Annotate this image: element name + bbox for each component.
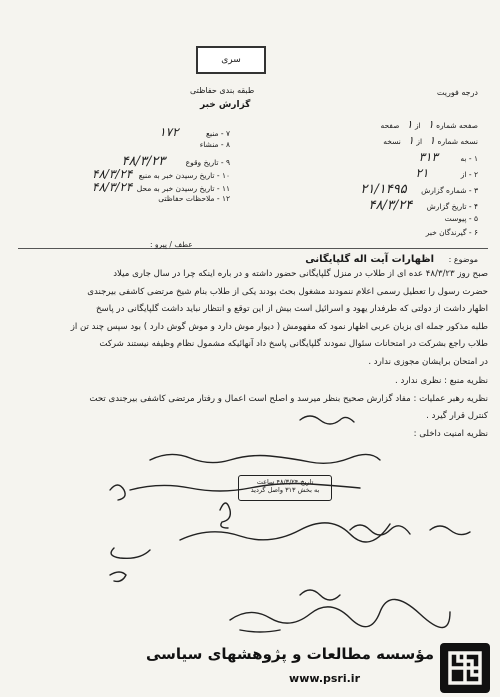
handwritten-annotations: [0, 400, 500, 640]
field-source: ۷ - منبع ۱۷۲: [159, 125, 230, 139]
leader-opinion-continued: کنترل قرار گیرد .: [426, 411, 488, 421]
field-occurrence-date: ۹ - تاریخ وقوع ۴۸/۳/۲۳: [121, 154, 230, 169]
source-opinion: نظریه منبع : نظری ندارد .: [394, 376, 488, 386]
logo-knot-icon: [440, 643, 490, 693]
field-report-number: ۳ - شماره گزارش ۲۱/۱۴۹۵: [360, 182, 478, 197]
protective-classification-label: طبقه بندی حفاظتی: [190, 86, 255, 95]
field-location-received-date: ۱۱ - تاریخ رسیدن خبر به محل ۴۸/۳/۲۴: [92, 180, 230, 194]
body-line: حضرت رسول را تعطیل رسمی اعلام ننمودند مشغول بحث بودند یکی از طلاب بنام شیخ مرتضی کاشفی بیرجندی: [87, 286, 488, 297]
footer-url[interactable]: www.psri.ir: [289, 672, 360, 685]
leader-opinion: نظریه رهبر عملیات : مفاد گزارش صحیح بنظر میرسد و اصلح است اعمال و رفتار مرتضی کاشفی بیرجندی تحت: [89, 393, 488, 404]
field-recipients: ۶ - گیرندگان خبر: [425, 228, 478, 237]
body-line: صبح روز ۴۸/۳/۲۳ عده ای از طلاب در منزل گلپایگانی حضور داشته و در باره اینکه چرا در سال جاری میلاد: [113, 269, 488, 279]
field-origin: ۸ - منشاء: [199, 140, 230, 149]
field-page-number: صفحه شماره ۱ از ۱ صفحه: [380, 118, 478, 131]
footer-organization: مؤسسه مطالعات و پژوهشهای سیاسی: [145, 645, 434, 663]
body-line: طلبه مذکور جمله ای بزبان عربی اظهار نمود که مفهومش ( دیوار موش دارد و موش گوش دارد ) بود سپس چند تن از: [70, 321, 488, 332]
report-body: [18, 266, 488, 371]
report-title: گزارش خبر: [200, 100, 251, 110]
field-from: ۲ - از ۲۱: [415, 166, 478, 180]
field-copy-number: نسخه شماره ۱ از ۱ نسخه: [383, 134, 478, 147]
priority-label: درجه فوریت: [436, 88, 478, 97]
body-line: اظهار داشت از دولتی که طرفدار یهود و اسرائیل است بیش از این توقع و انتظار نباید داشت گلپایگانی در پاسخ: [96, 304, 488, 314]
body-line: در امتحان برایشان مجوزی ندارد .: [368, 356, 488, 367]
subject-line: موضوع : اظهارات آیت اله گلپایگانی: [305, 254, 478, 265]
internal-security-opinion: نظریه امنیت داخلی :: [413, 428, 488, 439]
classification-stamp: سری: [196, 46, 266, 74]
field-source-received-date: ۱۰ - تاریخ رسیدن خبر به منبع ۴۸/۳/۲۴: [92, 167, 230, 181]
reference-label: عطف / پیرو :: [150, 240, 193, 249]
body-line: طلاب راجع بشرکت در امتحانات سئوال نمودند گلپایگانی پاسخ داد آنهائیکه مشمول نظام وظیفه نیستند شرکت: [99, 339, 488, 349]
field-to: ۱ - به ۳۱۳: [418, 150, 478, 164]
field-protective-notes: ۱۲ - ملاحظات حفاظتی: [158, 194, 230, 203]
field-report-date: ۴ - تاریخ گزارش ۴۸/۳/۲۴: [368, 198, 478, 213]
header-divider: [18, 248, 488, 249]
institute-logo-icon: [440, 643, 490, 693]
received-stamp: تاریخ ۴۸/۳/۲۴ ساعت به بخش ۳۱۳ واصل گردید: [238, 475, 332, 501]
field-attachment: ۵ - پیوست: [444, 214, 478, 223]
